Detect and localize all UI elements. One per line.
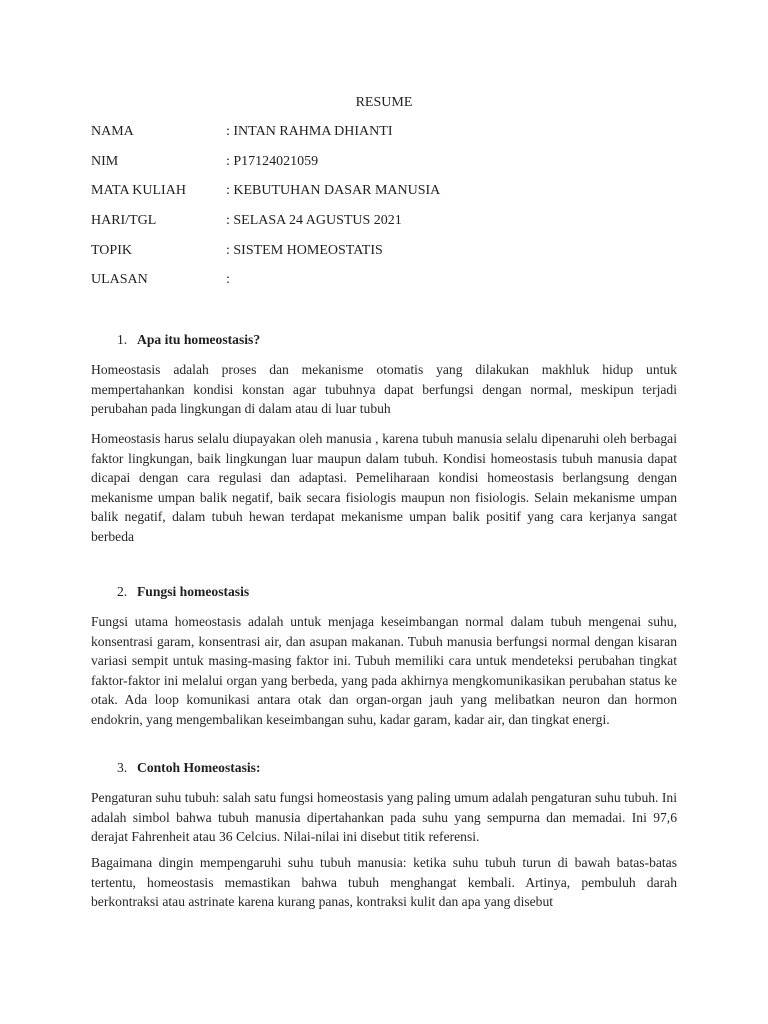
section-number-1: 1. (117, 332, 128, 347)
field-value-nim: : P17124021059 (226, 154, 319, 169)
field-label-ulasan: ULASAN (91, 272, 148, 287)
section-title-3: Contoh Homeostasis: (137, 760, 261, 775)
section-title-1: Apa itu homeostasis? (137, 332, 261, 347)
field-label-hari-tgl: HARI/TGL (91, 213, 157, 228)
section-title-2: Fungsi homeostasis (137, 584, 250, 599)
section-1-paragraph-2: Homeostasis harus selalu diupayakan oleh manusia , karena tubuh manusia selalu dipenaruhi oleh berbagai faktor lingkungan, baik lingkungan luar maupun dalam tubuh. Kondisi homeostasis tubuh manusia dapat dicapai dengan cara regulasi dan adaptasi. Pemeliharaan kondisi homeostasis berlangsung dengan mekanisme umpan balik negatif, baik secara fisiologis maupun non fisiologis. Selain mekanisme umpan balik negatif, dalam tubuh hewan terdapat mekanisme umpan balik positif yang cara kerjanya sangat berbeda (91, 431, 677, 544)
field-value-ulasan: : (226, 272, 230, 287)
section-number-3: 3. (117, 760, 128, 775)
section-number-2: 2. (117, 584, 128, 599)
section-heading-2 (117, 583, 249, 601)
section-3-paragraph-2: Bagaimana dingin mempengaruhi suhu tubuh manusia: ketika suhu tubuh turun di bawah batas-batas tertentu, homeostasis memastikan bahwa tubuh menghangat kembali. Artinya, pembuluh darah berkontraksi atau astrinate karena kurang panas, kontraksi kulit dan apa yang disebut (91, 855, 677, 910)
field-label-mata-kuliah: MATA KULIAH (91, 183, 186, 198)
section-1-paragraph-1: Homeostasis adalah proses dan mekanisme otomatis yang dilakukan makhluk hidup untuk mempertahankan kondisi konstan agar tubuhnya dapat berfungsi dengan normal, meskipun terjadi perubahan pada lingkungan di dalam atau di luar tubuh (91, 362, 677, 417)
section-2-paragraph-1: Fungsi utama homeostasis adalah untuk menjaga keseimbangan normal dalam tubuh mengenai suhu, konsentrasi garam, konsentrasi air, dan asupan makanan. Tubuh manusia berfungsi normal dengan kisaran variasi sempit untuk masing-masing faktor ini. Tubuh memiliki cara untuk mendeteksi perubahan tingkat faktor-faktor ini melalui organ yang berbeda, yang pada akhirnya mengkomunikasikan perubahan status ke otak. Ada loop komunikasi antara otak dan organ-organ jauh yang melibatkan neuron dan hormon endokrin, yang mengembalikan keseimbangan suhu, kadar garam, kadar air, dan tingkat energi. (91, 614, 677, 727)
section-heading-1 (117, 331, 260, 349)
section-heading-3 (117, 759, 260, 777)
document-title: RESUME (355, 95, 413, 110)
field-value-hari-tgl: : SELASA 24 AGUSTUS 2021 (226, 213, 402, 228)
field-value-nama: : INTAN RAHMA DHIANTI (226, 124, 393, 139)
field-value-mata-kuliah: : KEBUTUHAN DASAR MANUSIA (226, 183, 441, 198)
field-value-topik: : SISTEM HOMEOSTATIS (226, 243, 383, 258)
field-label-nim: NIM (91, 154, 119, 169)
field-label-nama: NAMA (91, 124, 134, 139)
section-3-paragraph-1: Pengaturan suhu tubuh: salah satu fungsi homeostasis yang paling umum adalah pengaturan suhu tubuh. Ini adalah simbol bahwa tubuh manusia dipertahankan pada suhu yang sempurna dan memadai. Ini 97,6 derajat Fahrenheit atau 36 Celcius. Nilai-nilai ini disebut titik referensi. (91, 790, 677, 845)
field-label-topik: TOPIK (91, 243, 132, 258)
